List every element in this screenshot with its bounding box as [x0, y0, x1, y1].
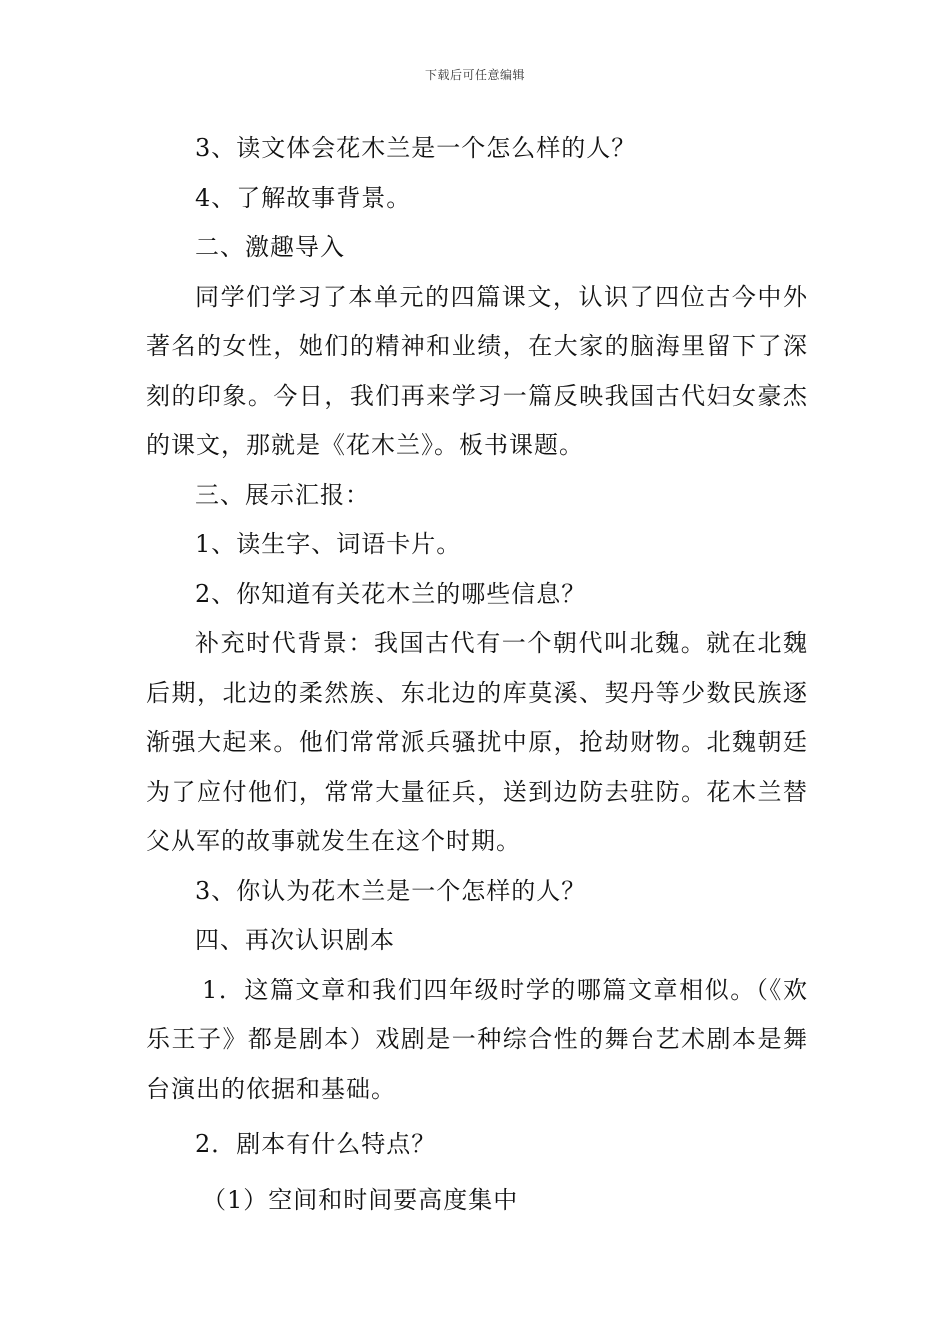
paragraph-intro: 同学们学习了本单元的四篇课文，认识了四位古今中外著名的女性，她们的精神和业绩，在大家的脑海里留下了深刻的印象。今日，我们再来学习一篇反映我国古代妇女豪杰的课文，那就是《花木兰》。板书课题。 [146, 282, 808, 459]
paragraph-background: 补充时代背景：我国古代有一个朝代叫北魏。就在北魏后期，北边的柔然族、东北边的库莫溪、契丹等少数民族逐渐强大起来。他们常常派兵骚扰中原，抢劫财物。北魏朝廷为了应付他们，常常大量征兵，送到边防去驻防。花木兰替父从军的故事就发生在这个时期。 [146, 629, 808, 855]
section-heading-3: 三、展示汇报： [195, 480, 370, 509]
paragraph-item-4: 4、了解故事背景。 [195, 183, 412, 212]
paragraph-item-3b: 3、你认为花木兰是一个怎样的人？ [195, 876, 587, 905]
paragraph-script-1: 1．这篇文章和我们四年级时学的哪篇文章相似。（《欢乐王子》都是剧本）戏剧是一种综合性的舞台艺术剧本是舞台演出的依据和基础。 [146, 975, 808, 1103]
paragraph-item-2: 2、你知道有关花木兰的哪些信息？ [195, 579, 587, 608]
paragraph-item-1: 1、读生字、词语卡片。 [195, 530, 462, 558]
paragraph-script-2-1: （1）空间和时间要高度集中 [202, 1185, 519, 1214]
paragraph-script-2: 2．剧本有什么特点？ [195, 1130, 437, 1158]
paragraph-item-3: 3、读文体会花木兰是一个怎么样的人？ [195, 134, 637, 162]
section-heading-4: 四、再次认识剧本 [195, 926, 395, 954]
header-note: 下载后可任意编辑 [424, 68, 525, 82]
document-body [146, 124, 808, 1225]
section-heading-2: 二、激趣导入 [195, 233, 345, 261]
